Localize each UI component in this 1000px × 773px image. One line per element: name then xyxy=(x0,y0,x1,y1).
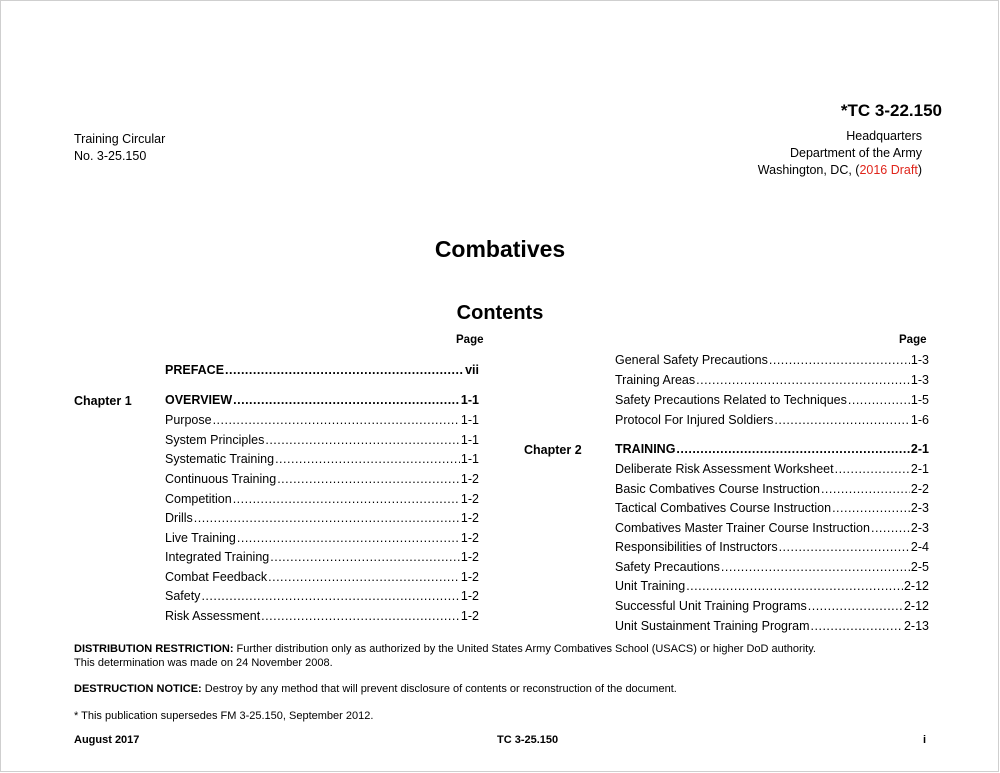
toc-left-entry[interactable] xyxy=(165,391,479,409)
toc-left-entry[interactable] xyxy=(165,450,479,468)
destruction-notice xyxy=(74,682,677,696)
toc-leader-dots xyxy=(871,519,910,537)
toc-entry-label: Purpose xyxy=(165,413,212,427)
toc-entry-label: Safety xyxy=(165,589,201,603)
toc-entry-page: 2-4 xyxy=(910,540,929,554)
toc-right-entry[interactable] xyxy=(615,499,929,517)
toc-leader-dots xyxy=(268,568,460,586)
toc-entry-label: Combat Feedback xyxy=(165,570,268,584)
toc-right-entry[interactable] xyxy=(615,480,929,498)
toc-entry-page: 1-2 xyxy=(460,492,479,506)
hq-line-1: Headquarters xyxy=(846,129,922,143)
toc-leader-dots xyxy=(194,509,460,527)
toc-leader-dots xyxy=(275,450,460,468)
toc-entry-label: System Principles xyxy=(165,433,265,447)
toc-entry-label: TRAINING xyxy=(615,442,676,456)
toc-right-entry[interactable] xyxy=(615,371,929,389)
toc-leader-dots xyxy=(676,440,910,458)
toc-leader-dots xyxy=(779,538,910,556)
toc-entry-page: 2-5 xyxy=(910,560,929,574)
toc-entry-label: Combatives Master Trainer Course Instruction xyxy=(615,521,870,535)
toc-entry-label: Basic Combatives Course Instruction xyxy=(615,482,820,496)
toc-left-entry[interactable] xyxy=(165,411,479,429)
toc-entry-page: 2-2 xyxy=(910,482,929,496)
toc-entry-page: 1-1 xyxy=(460,433,479,447)
toc-entry-page: 1-1 xyxy=(460,452,479,466)
toc-leader-dots xyxy=(848,391,910,409)
toc-leader-dots xyxy=(261,607,460,625)
toc-entry-page: 1-2 xyxy=(460,472,479,486)
hq-close-paren: ) xyxy=(917,163,922,177)
toc-left-entry[interactable] xyxy=(165,470,479,488)
toc-leader-dots xyxy=(811,617,903,635)
toc-leader-dots xyxy=(835,460,910,478)
chapter-1-label: Chapter 1 xyxy=(74,394,132,408)
toc-entry-label: Integrated Training xyxy=(165,550,270,564)
toc-right-entry[interactable] xyxy=(615,351,929,369)
toc-entry-label: Deliberate Risk Assessment Worksheet xyxy=(615,462,834,476)
toc-leader-dots xyxy=(808,597,903,615)
toc-entry-label: Continuous Training xyxy=(165,472,277,486)
toc-leader-dots xyxy=(832,499,910,517)
toc-leader-dots xyxy=(696,371,910,389)
destruction-label: DESTRUCTION NOTICE: xyxy=(74,683,202,695)
toc-right-entry[interactable] xyxy=(615,577,929,595)
toc-entry-label: PREFACE xyxy=(165,363,225,377)
toc-right-entry[interactable] xyxy=(615,411,929,429)
toc-entry-label: Safety Precautions xyxy=(615,560,720,574)
toc-entry-page: 1-2 xyxy=(460,550,479,564)
toc-leader-dots xyxy=(686,577,903,595)
toc-entry-page: 2-12 xyxy=(903,599,929,613)
footer-doc-id: TC 3-25.150 xyxy=(497,734,559,746)
footer-date: August 2017 xyxy=(74,734,140,746)
toc-entry-page: 1-2 xyxy=(460,609,479,623)
toc-leader-dots xyxy=(233,391,460,409)
toc-entry-label: General Safety Precautions xyxy=(615,353,768,367)
toc-leader-dots xyxy=(774,411,910,429)
distribution-restriction xyxy=(74,642,816,670)
circular-line-1: Training Circular xyxy=(74,132,166,146)
destruction-text: Destroy by any method that will prevent disclosure of contents or reconstruction of the document. xyxy=(201,683,677,695)
toc-left-entry[interactable] xyxy=(165,548,479,566)
toc-entry-page: 2-3 xyxy=(910,501,929,515)
circular-line-2: No. 3-25.150 xyxy=(74,149,147,163)
toc-entry-page: 2-12 xyxy=(903,579,929,593)
toc-entry-page: 1-1 xyxy=(460,393,479,407)
toc-leader-dots xyxy=(270,548,460,566)
toc-entry-page: 2-1 xyxy=(910,442,929,456)
draft-label: 2016 Draft xyxy=(859,163,918,177)
toc-leader-dots xyxy=(277,470,460,488)
toc-entry-label: OVERVIEW xyxy=(165,393,233,407)
toc-entry-page: 1-2 xyxy=(460,589,479,603)
toc-left-entry[interactable] xyxy=(165,509,479,527)
toc-leader-dots xyxy=(821,480,910,498)
toc-entry-label: Responsibilities of Instructors xyxy=(615,540,778,554)
chapter-2-label: Chapter 2 xyxy=(524,443,582,457)
distribution-text: Further distribution only as authorized by the United States Army Combatives School (USACS) or higher DoD authority. xyxy=(233,643,816,655)
contents-heading: Contents xyxy=(456,302,544,324)
toc-entry-label: Drills xyxy=(165,511,193,525)
toc-entry-page: 2-1 xyxy=(910,462,929,476)
toc-left-entry[interactable] xyxy=(165,361,479,379)
toc-leader-dots xyxy=(213,411,460,429)
toc-right-entry[interactable] xyxy=(615,538,929,556)
toc-entry-label: Successful Unit Training Programs xyxy=(615,599,807,613)
toc-left-entry[interactable] xyxy=(165,568,479,586)
toc-entry-label: Competition xyxy=(165,492,232,506)
hq-line-3 xyxy=(758,162,922,179)
distribution-line-2: This determination was made on 24 November 2008. xyxy=(74,657,333,669)
headquarters-block xyxy=(758,128,922,179)
toc-entry-page: 1-6 xyxy=(910,413,929,427)
toc-entry-label: Safety Precautions Related to Techniques xyxy=(615,393,847,407)
toc-leader-dots xyxy=(225,361,464,379)
toc-entry-label: Systematic Training xyxy=(165,452,275,466)
toc-leader-dots xyxy=(769,351,910,369)
toc-entry-label: Unit Training xyxy=(615,579,686,593)
toc-entry-label: Unit Sustainment Training Program xyxy=(615,619,810,633)
toc-right-entry[interactable] xyxy=(615,558,929,576)
toc-leader-dots xyxy=(265,431,460,449)
page-column-label-left: Page xyxy=(456,334,484,346)
document-title: Combatives xyxy=(434,236,566,262)
toc-right-entry[interactable] xyxy=(615,617,929,635)
toc-entry-page: 2-3 xyxy=(910,521,929,535)
toc-leader-dots xyxy=(237,529,460,547)
hq-line-2: Department of the Army xyxy=(789,146,922,160)
toc-entry-page: 1-3 xyxy=(910,353,929,367)
footer-page-number: i xyxy=(923,734,927,746)
toc-entry-page: 1-2 xyxy=(460,570,479,584)
circular-designation xyxy=(74,131,165,165)
page-column-label-right: Page xyxy=(899,334,927,346)
toc-right-entry[interactable] xyxy=(615,391,929,409)
toc-entry-page: 1-2 xyxy=(460,531,479,545)
toc-entry-label: Live Training xyxy=(165,531,236,545)
toc-entry-label: Tactical Combatives Course Instruction xyxy=(615,501,832,515)
toc-left-entry[interactable] xyxy=(165,607,479,625)
toc-entry-page: 1-5 xyxy=(910,393,929,407)
toc-entry-page: 1-2 xyxy=(460,511,479,525)
hq-location: Washington, DC, ( xyxy=(757,163,860,177)
toc-leader-dots xyxy=(233,490,460,508)
toc-entry-label: Training Areas xyxy=(615,373,696,387)
toc-right-entry[interactable] xyxy=(615,440,929,458)
toc-entry-label: Protocol For Injured Soldiers xyxy=(615,413,774,427)
toc-entry-page: 2-13 xyxy=(903,619,929,633)
toc-left-entry[interactable] xyxy=(165,490,479,508)
toc-leader-dots xyxy=(721,558,910,576)
toc-entry-page: 1-3 xyxy=(910,373,929,387)
supersedes-note: * This publication supersedes FM 3-25.150, September 2012. xyxy=(74,710,374,722)
toc-right-entry[interactable] xyxy=(615,519,929,537)
toc-leader-dots xyxy=(201,587,459,605)
toc-left-entry[interactable] xyxy=(165,529,479,547)
toc-entry-page: 1-1 xyxy=(460,413,479,427)
toc-entry-page: vii xyxy=(465,363,479,377)
toc-right-entry[interactable] xyxy=(615,460,929,478)
toc-left-entry[interactable] xyxy=(165,587,479,605)
toc-right-entry[interactable] xyxy=(615,597,929,615)
toc-entry-label: Risk Assessment xyxy=(165,609,261,623)
distribution-label: DISTRIBUTION RESTRICTION: xyxy=(74,643,234,655)
toc-left-entry[interactable] xyxy=(165,431,479,449)
tc-number: *TC 3-22.150 xyxy=(840,101,942,120)
